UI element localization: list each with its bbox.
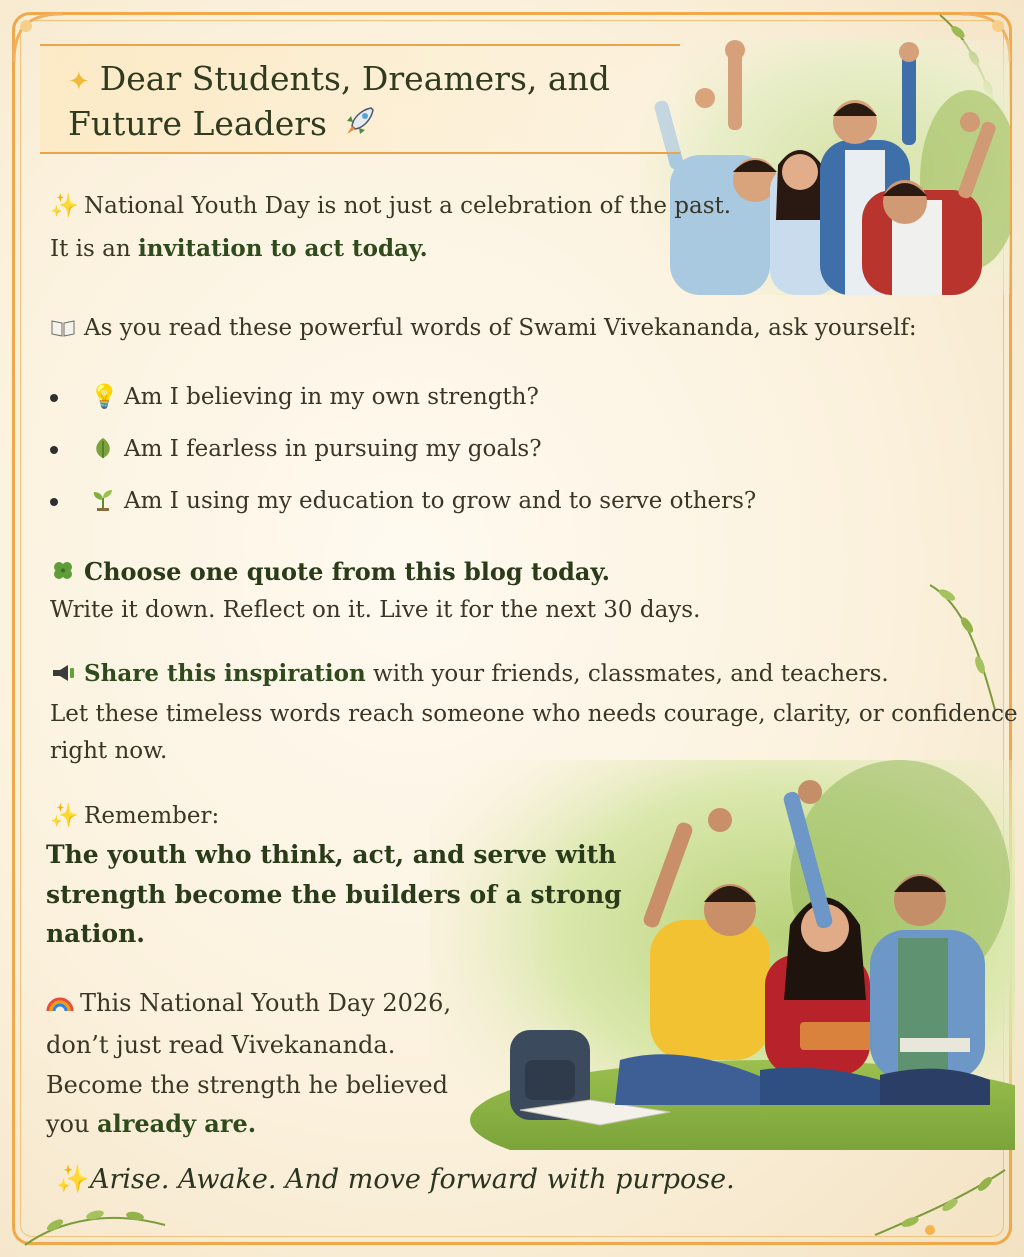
question-text: Am I using my education to grow and to serve others? bbox=[124, 488, 757, 514]
motto: Arise. Awake. And move forward with purpose. bbox=[90, 1164, 735, 1195]
question-text: Am I believing in my own strength? bbox=[124, 384, 539, 410]
closing-line4-bold: already are. bbox=[97, 1109, 257, 1138]
share-rest: with your friends, classmates, and teachers. bbox=[365, 661, 889, 687]
photo-students-cheering bbox=[640, 40, 1010, 295]
list-item bbox=[50, 374, 756, 426]
remember-label: Remember: bbox=[84, 803, 220, 829]
leaf-icon bbox=[90, 426, 116, 472]
rocket-icon bbox=[343, 104, 377, 148]
closing-line2: don’t just read Vivekananda. bbox=[46, 1031, 396, 1059]
reflect-prompt: As you read these powerful words of Swami Vivekananda, ask yourself: bbox=[84, 315, 917, 341]
bullet bbox=[50, 394, 58, 402]
remember-label-row bbox=[50, 796, 219, 836]
reflect-prompt-row bbox=[50, 308, 917, 348]
greeting-title-line2: Future Leaders bbox=[68, 104, 327, 143]
vine-decoration-bottom-right bbox=[870, 1160, 1010, 1245]
share-bold: Share this inspiration bbox=[84, 660, 366, 687]
closing-line1-row bbox=[46, 983, 451, 1023]
closing-line1: This National Youth Day 2026, bbox=[80, 989, 452, 1017]
remember-quote-line1: The youth who think, act, and serve with bbox=[46, 840, 617, 869]
share-line3: right now. bbox=[50, 738, 168, 764]
list-item bbox=[50, 426, 756, 478]
closing-line3: Become the strength he believed bbox=[46, 1071, 448, 1099]
intro-line1-row bbox=[50, 186, 731, 226]
sparkle-icon: ✨ bbox=[50, 803, 79, 829]
greeting-title-line2-row bbox=[68, 103, 652, 148]
closing-line4-prefix: you bbox=[46, 1110, 98, 1138]
lightbulb-icon: 💡 bbox=[90, 384, 119, 410]
remember-quote-line2: strength become the builders of a strong bbox=[46, 880, 622, 909]
megaphone-icon bbox=[50, 654, 76, 694]
share-line2: Let these timeless words reach someone who needs courage, clarity, or confidence bbox=[50, 701, 1018, 727]
greeting-header bbox=[40, 44, 680, 154]
choose-heading: Choose one quote from this blog today. bbox=[84, 557, 610, 586]
sprout-icon bbox=[90, 478, 116, 524]
list-item bbox=[50, 478, 756, 530]
sparkle-icon: ✨ bbox=[50, 193, 79, 219]
bullet bbox=[50, 498, 58, 506]
choose-body: Write it down. Reflect on it. Live it for the next 30 days. bbox=[50, 597, 701, 623]
remember-quote-line3: nation. bbox=[46, 919, 145, 948]
greeting-title-line1: Dear Students, Dreamers, and bbox=[99, 59, 610, 98]
share-line1-row bbox=[50, 654, 889, 694]
rainbow-icon bbox=[46, 983, 72, 1023]
motto-row bbox=[56, 1160, 735, 1200]
clover-icon bbox=[50, 552, 76, 592]
reflection-questions-list bbox=[50, 374, 756, 530]
sparkle-icon: ✨ bbox=[56, 1164, 90, 1195]
bullet bbox=[50, 446, 58, 454]
sparkle-icon: ✦ bbox=[68, 67, 90, 97]
question-text: Am I fearless in pursuing my goals? bbox=[124, 436, 542, 462]
intro-line2-bold: invitation to act today. bbox=[137, 235, 428, 262]
intro-line1: National Youth Day is not just a celebration of the past. bbox=[84, 193, 732, 219]
greeting-title bbox=[68, 58, 652, 103]
photo-students-sitting-on-grass bbox=[430, 760, 1015, 1150]
book-icon bbox=[50, 308, 76, 348]
choose-heading-row bbox=[50, 552, 610, 592]
intro-line2 bbox=[50, 229, 428, 269]
intro-line2-prefix: It is an bbox=[50, 236, 138, 262]
closing-line4 bbox=[46, 1104, 256, 1144]
